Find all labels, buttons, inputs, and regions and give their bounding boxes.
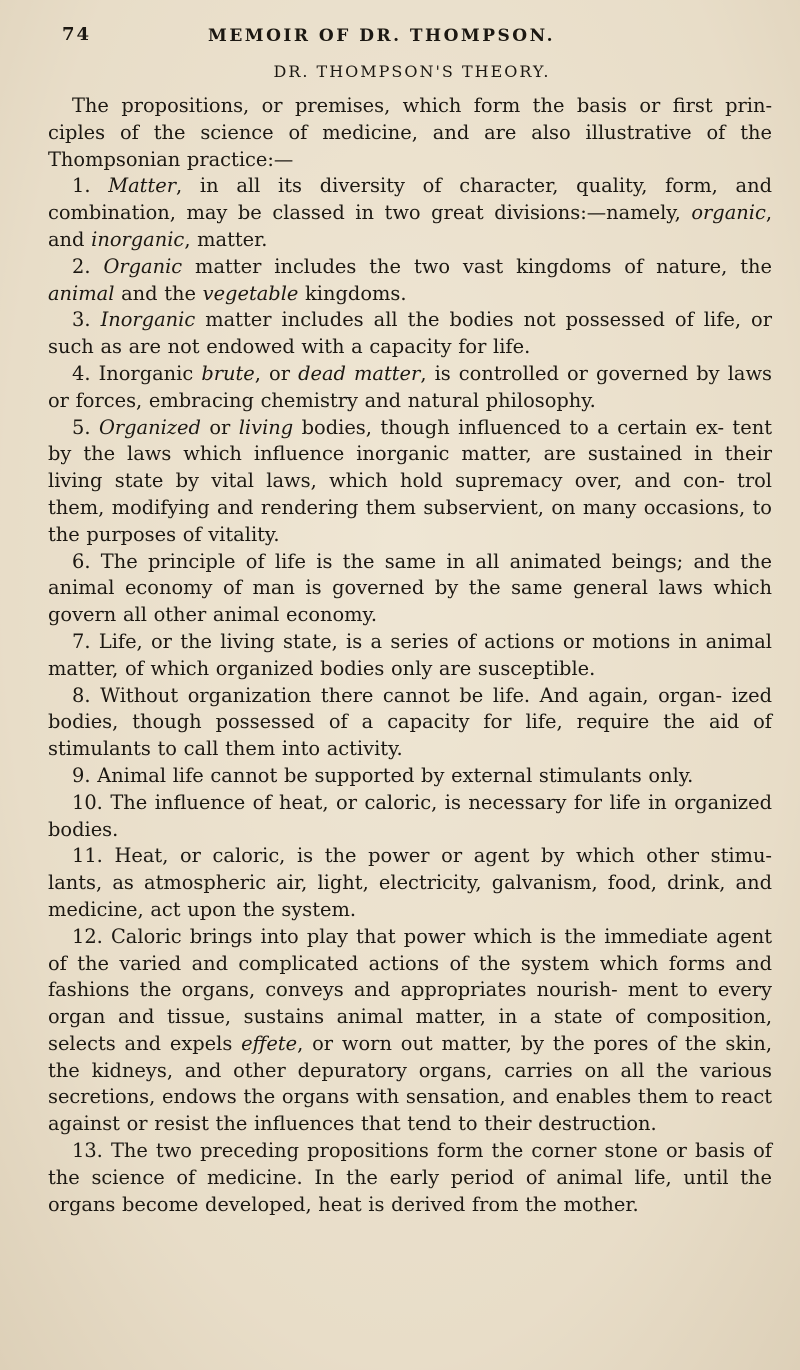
proposition-text: matter includes the two vast kingdoms of nature, the xyxy=(182,254,772,278)
proposition-text: and the xyxy=(114,281,203,305)
section-heading: DR. THOMPSON'S THEORY. xyxy=(273,62,551,81)
proposition-text: , matter. xyxy=(184,227,268,251)
proposition-7 xyxy=(48,629,772,683)
italic-term: animal xyxy=(48,281,115,305)
proposition-number: 8. xyxy=(72,683,91,707)
proposition-8 xyxy=(48,683,772,763)
proposition-number: 6. xyxy=(72,549,91,573)
proposition-10 xyxy=(48,790,772,844)
proposition-12 xyxy=(48,924,772,1138)
proposition-text: The principle of life is the same in all animated beings; and the animal economy of man is governed by the same general laws which govern all other animal economy. xyxy=(48,549,772,627)
proposition-number: 5. xyxy=(72,415,91,439)
proposition-number: 12. xyxy=(72,924,103,948)
proposition-text: Without organization there cannot be life. And again, organ- ized bodies, though possessed of a capacity for life, require the aid of stimulants to call them into activity. xyxy=(48,683,772,761)
proposition-13 xyxy=(48,1138,772,1218)
proposition-text: , or worn out matter, by the pores of the skin, the kidneys, and other depuratory organs, carries on all the various secretions, endows the organs with sensation, and enables them to react against or resist the influences that tend to their destruction. xyxy=(48,1031,772,1136)
proposition-text: bodies, though influenced to a certain ex- tent by the laws which influence inorganic matter, are sustained in their living state by vital laws, which hold supremacy over, and con- trol them, modifying and rendering them subservient, on many occasions, to the purposes of vitality. xyxy=(48,415,772,546)
proposition-5 xyxy=(48,415,772,549)
proposition-9 xyxy=(48,763,772,790)
proposition-text: Inorganic xyxy=(98,361,202,385)
proposition-number: 4. xyxy=(72,361,91,385)
italic-term: Inorganic xyxy=(100,308,196,332)
italic-term: Organized xyxy=(98,415,201,439)
propositions-list xyxy=(48,173,772,1218)
italic-term: vegetable xyxy=(202,281,299,305)
proposition-number: 2. xyxy=(72,254,91,278)
running-head xyxy=(48,18,772,58)
running-title: MEMOIR OF DR. THOMPSON. xyxy=(208,26,555,46)
italic-term: brute xyxy=(201,361,255,385)
proposition-number: 9. xyxy=(72,763,91,787)
proposition-4 xyxy=(48,361,772,415)
proposition-text: Animal life cannot be supported by external stimulants only. xyxy=(97,763,694,787)
italic-term: effete xyxy=(241,1031,298,1055)
italic-term: organic xyxy=(691,201,766,225)
proposition-text: , and xyxy=(48,201,772,251)
proposition-number: 3. xyxy=(72,308,91,332)
proposition-text: Life, or the living state, is a series of actions or motions in animal matter, of which organized bodies only are susceptible. xyxy=(48,629,772,680)
proposition-text: , or xyxy=(254,361,299,385)
proposition-text: Caloric brings into play that power which is the immediate agent of the varied and complicated actions of the system which forms and fashions the organs, conveys and appropriates nourish- ment to every organ and tissue, sustains animal matter, in a state of composition, selects and expels xyxy=(48,924,772,1055)
proposition-text: kingdoms. xyxy=(298,281,407,305)
proposition-6 xyxy=(48,549,772,629)
proposition-text: or xyxy=(200,415,239,439)
proposition-number: 13. xyxy=(72,1139,103,1163)
proposition-number: 11. xyxy=(72,844,103,868)
italic-term: inorganic xyxy=(91,227,185,251)
proposition-number: 7. xyxy=(72,629,91,653)
proposition-number: 10. xyxy=(72,790,103,814)
proposition-number: 1. xyxy=(72,174,91,198)
proposition-text: , in all its diversity of character, quality, form, and combination, may be classed in two great divisions:—namely, xyxy=(48,174,772,225)
italic-term: living xyxy=(238,415,294,439)
proposition-text: The influence of heat, or caloric, is necessary for life in organized bodies. xyxy=(48,790,772,841)
proposition-text: matter includes all the bodies not possessed of life, or such as are not endowed with a capacity for life. xyxy=(48,308,772,359)
italic-term: dead matter xyxy=(298,361,421,385)
body-text xyxy=(48,93,772,1218)
proposition-2 xyxy=(48,254,772,308)
proposition-11 xyxy=(48,843,772,923)
page-number: 74 xyxy=(62,24,92,45)
proposition-text: , is controlled or governed by laws or forces, embracing chemistry and natural philosophy. xyxy=(48,361,773,412)
proposition-1 xyxy=(48,173,772,253)
italic-term: Matter xyxy=(108,174,177,198)
italic-term: Organic xyxy=(103,254,183,278)
proposition-text: The two preceding propositions form the corner stone or basis of the science of medicine. In the early period of animal life, until the organs become developed, heat is derived from the mother. xyxy=(48,1139,772,1216)
intro-paragraph: The propositions, or premises, which form the basis or first prin- ciples of the science of medicine, and are also illustrative of the Thompsonian practice:— xyxy=(48,94,772,171)
proposition-3 xyxy=(48,307,772,361)
proposition-text: Heat, or caloric, is the power or agent by which other stimu- lants, as atmospheric air, light, electricity, galvanism, food, drink, and medicine, act upon the system. xyxy=(48,844,772,921)
